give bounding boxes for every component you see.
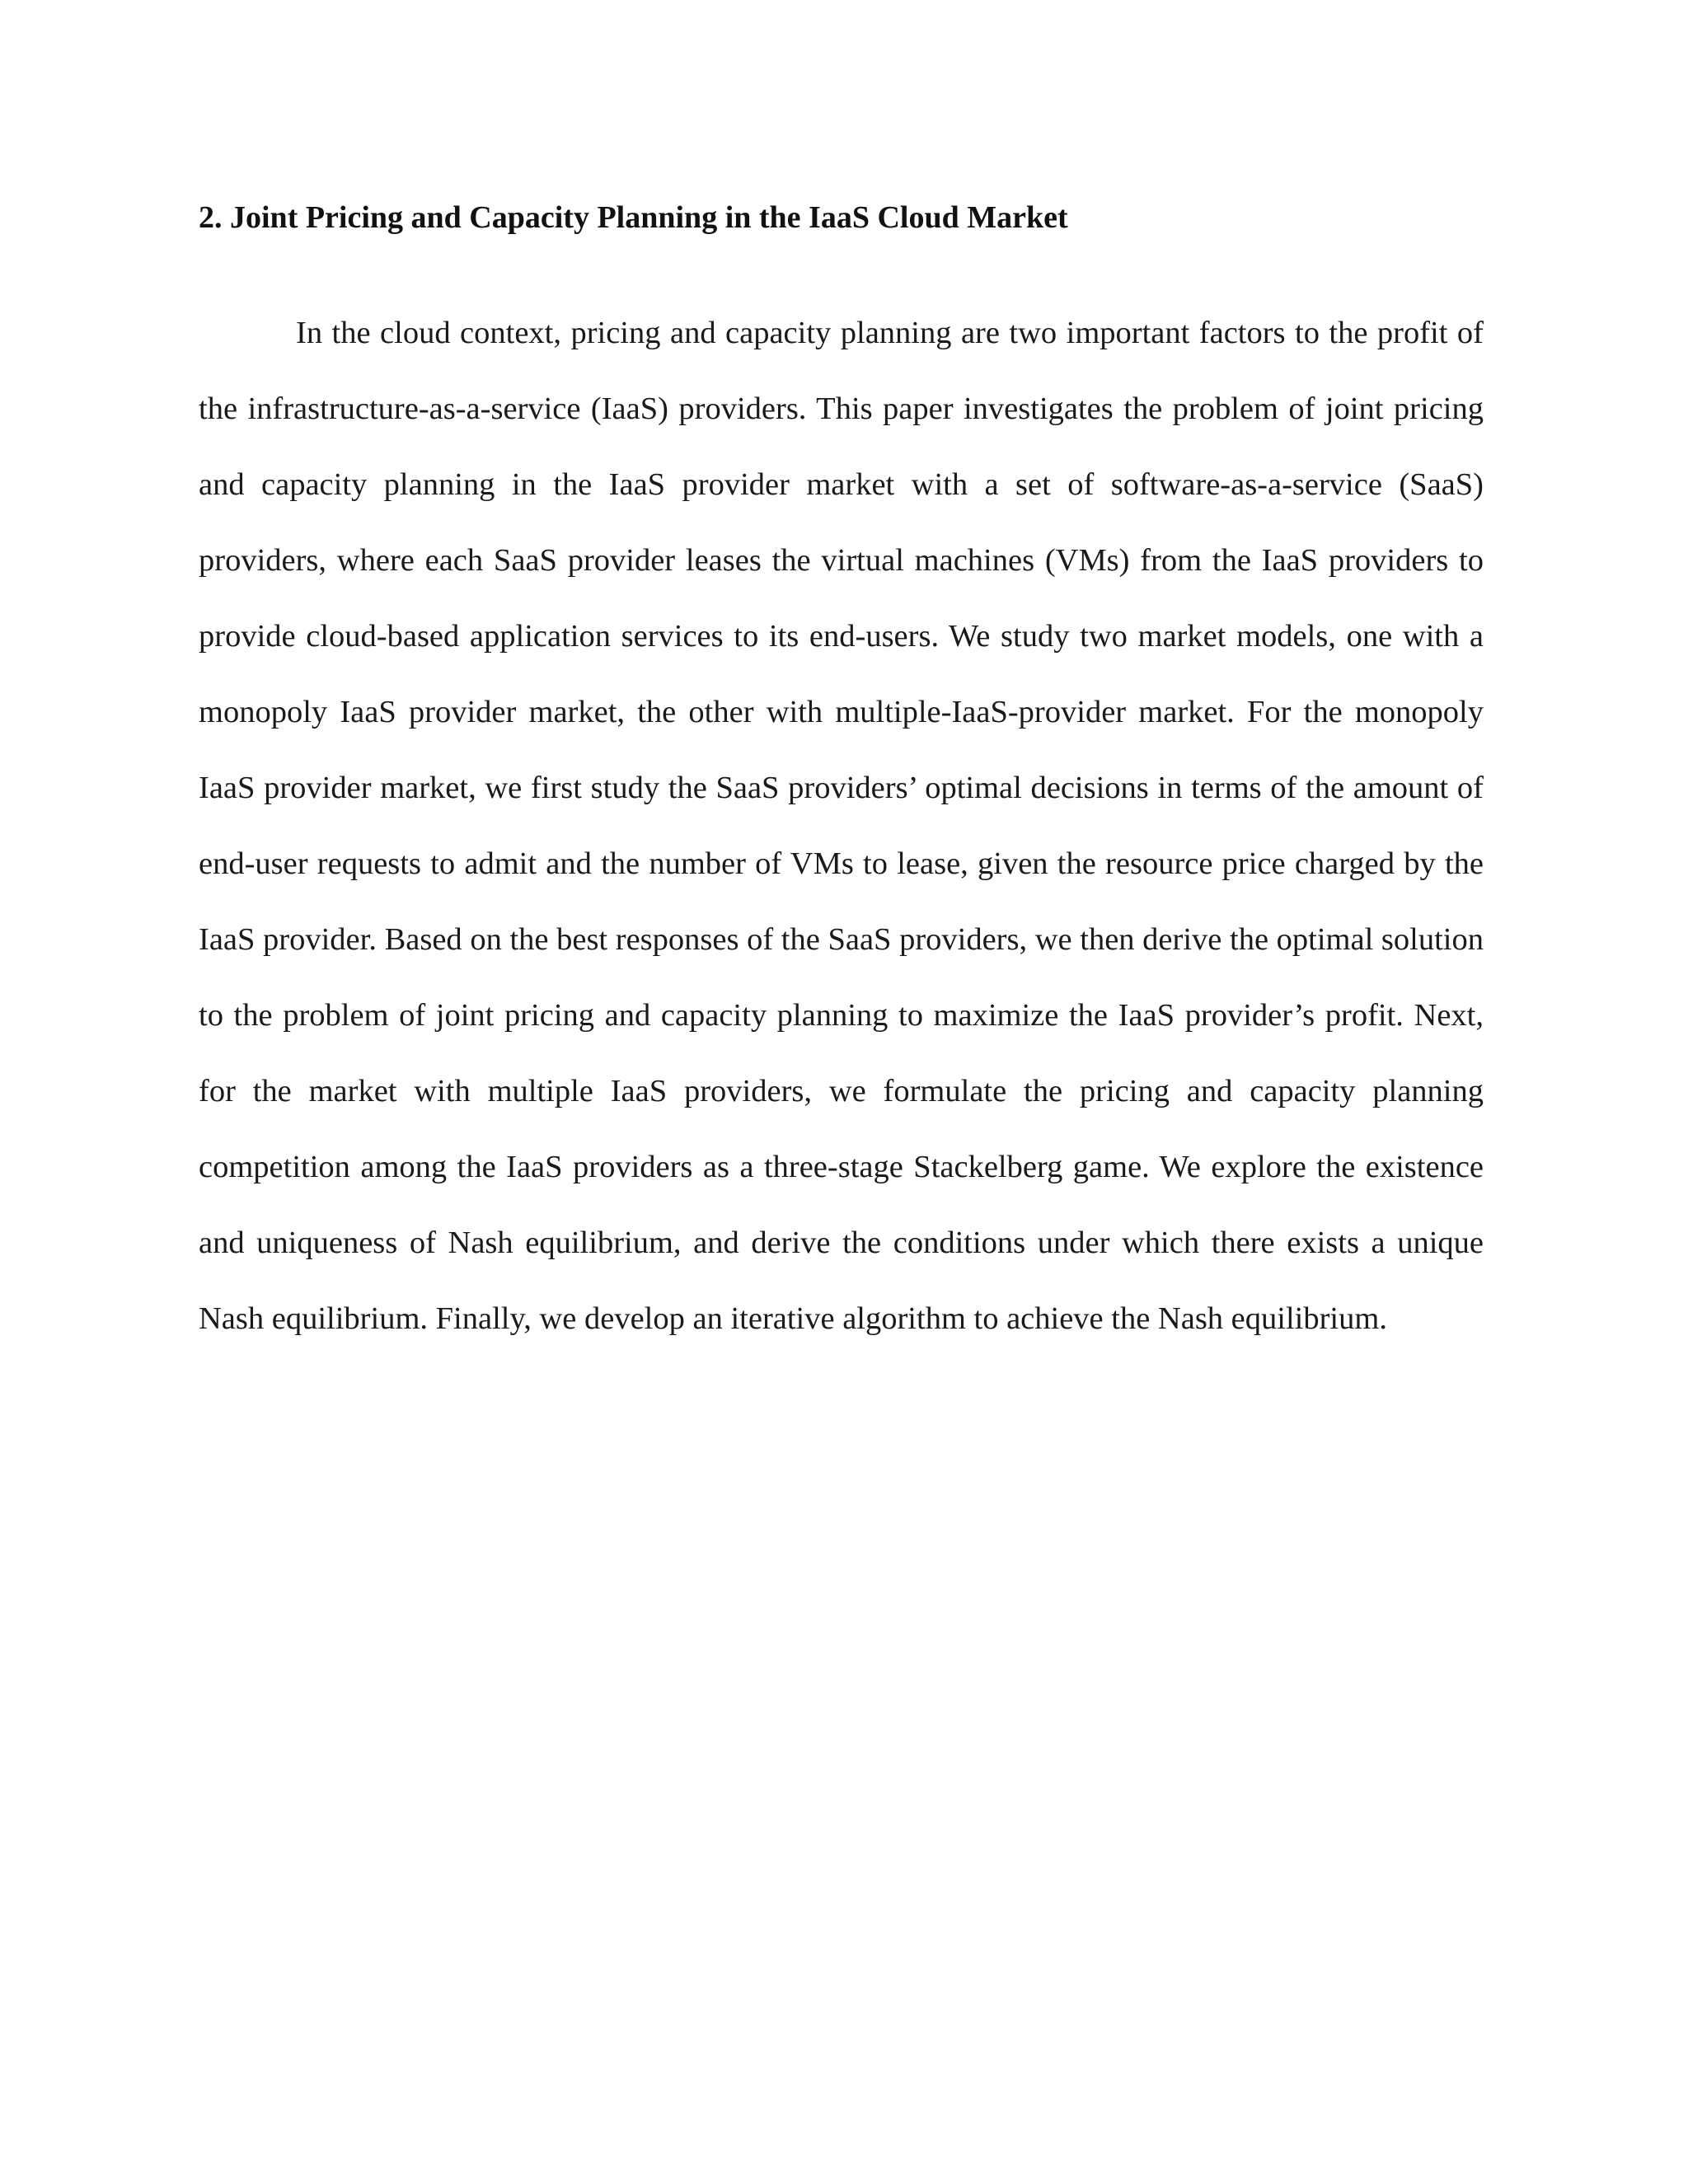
body-paragraph: In the cloud context, pricing and capacity planning are two important factors to the profit of the infrastructure-as-a-service (IaaS) providers. This paper investigates the problem of joint pricing and capacity planning in the IaaS provider market with a set of software-as-a-service (SaaS) providers, where each SaaS provider leases the virtual machines (VMs) from the IaaS providers to provide cloud-based application services to its end-users. We study two market models, one with a monopoly IaaS provider market, the other with multiple-IaaS-provider market. For the monopoly IaaS provider market, we first study the SaaS providers’ optimal decisions in terms of the amount of end-user requests to admit and the number of VMs to lease, given the resource price charged by the IaaS provider. Based on the best responses of the SaaS providers, we then derive the optimal solution to the problem of joint pricing and capacity planning to maximize the IaaS provider’s profit. Next, for the market with multiple IaaS providers, we formulate the pricing and capacity planning competition among the IaaS providers as a three-stage Stackelberg game. We explore the existence and uniqueness of Nash equilibrium, and derive the conditions under which there exists a unique Nash equilibrium. Finally, we develop an iterative algorithm to achieve the Nash equilibrium. <box>199 316 1484 1336</box>
section-heading: 2. Joint Pricing and Capacity Planning in the IaaS Cloud Market <box>199 200 1068 235</box>
